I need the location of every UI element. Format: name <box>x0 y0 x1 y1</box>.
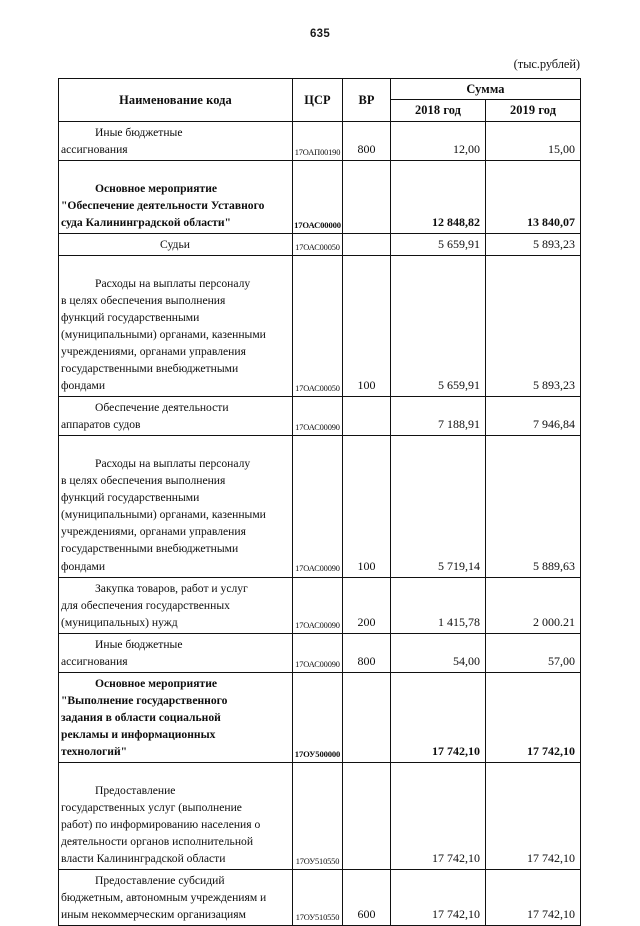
code-name-line: ассигнования <box>61 142 128 156</box>
cell-csr-code: 17ОУ510550 <box>293 870 343 926</box>
cell-code-name <box>59 160 293 233</box>
cell-amount-2018: 12,00 <box>391 121 486 160</box>
code-name-line: (муниципальными) органами, казенными <box>61 508 266 522</box>
code-name-line: Основное мероприятие <box>95 676 218 690</box>
code-name-line: Расходы на выплаты персоналу <box>95 277 251 290</box>
cell-amount-2019: 5 889,63 <box>486 436 581 577</box>
cell-vr-code: 800 <box>343 121 391 160</box>
column-header-csr: ЦСР <box>293 79 343 122</box>
cell-vr-code: 600 <box>343 870 391 926</box>
code-name-line: Обеспечение деятельности <box>95 401 229 415</box>
code-name-line: Предоставление субсидий <box>95 874 225 888</box>
table-row <box>59 233 581 255</box>
spacer-line <box>61 765 289 782</box>
cell-vr-code: 800 <box>343 633 391 672</box>
cell-amount-2018: 5 659,91 <box>391 255 486 396</box>
cell-vr-code: 200 <box>343 577 391 633</box>
cell-amount-2018: 1 415,78 <box>391 577 486 633</box>
cell-csr-code: 17ОУ500000 <box>293 672 343 762</box>
cell-amount-2019: 2 000.21 <box>486 577 581 633</box>
cell-amount-2018: 5 659,91 <box>391 233 486 255</box>
code-name-line: учреждениями, органами управления <box>61 525 246 539</box>
cell-csr-code: 17ОАС00000 <box>293 160 343 233</box>
cell-vr-code: 100 <box>343 436 391 577</box>
code-name-line: функций государственными <box>61 491 200 505</box>
code-name-line: технологий" <box>61 744 128 758</box>
code-name-line: аппаратов судов <box>61 418 141 432</box>
cell-vr-code <box>343 233 391 255</box>
page-number: 635 <box>309 28 331 40</box>
cell-amount-2018: 54,00 <box>391 633 486 672</box>
code-name-line: власти Калининградской области <box>61 852 226 865</box>
code-name-line: бюджетным, автономным учреждениям и <box>61 891 267 905</box>
spacer-line <box>61 438 289 455</box>
table-row <box>59 397 581 436</box>
column-header-year-2018: 2018 год <box>391 100 486 121</box>
table-header <box>59 79 581 122</box>
cell-amount-2019: 17 742,10 <box>486 870 581 926</box>
code-name-line: учреждениями, органами управления <box>61 345 246 359</box>
table-row <box>59 160 581 233</box>
code-name-line: Судьи <box>160 237 190 251</box>
column-header-name: Наименование кода <box>59 79 293 122</box>
cell-amount-2019: 5 893,23 <box>486 233 581 255</box>
table-row <box>59 672 581 762</box>
code-name-line: фондами <box>61 379 106 393</box>
table-row <box>59 255 581 396</box>
code-name-line: государственных услуг (выполнение <box>61 800 242 814</box>
code-name-line: государственными внебюджетными <box>61 362 239 376</box>
cell-csr-code: 17ОАС00090 <box>293 436 343 577</box>
cell-code-name <box>59 233 293 255</box>
cell-csr-code: 17ОАС00050 <box>293 233 343 255</box>
cell-amount-2018: 5 719,14 <box>391 436 486 577</box>
cell-amount-2019: 7 946,84 <box>486 397 581 436</box>
cell-code-name <box>59 255 293 396</box>
cell-amount-2018: 17 742,10 <box>391 672 486 762</box>
code-name-line: Иные бюджетные <box>95 637 183 651</box>
spacer-line <box>61 163 289 180</box>
cell-csr-code: 17ОАС00050 <box>293 255 343 396</box>
cell-amount-2018: 7 188,91 <box>391 397 486 436</box>
code-name-line: "Обеспечение деятельности Уставного <box>61 198 265 212</box>
code-name-line: государственными внебюджетными <box>61 542 239 556</box>
cell-vr-code: 100 <box>343 255 391 396</box>
cell-amount-2019: 57,00 <box>486 633 581 672</box>
cell-amount-2018: 17 742,10 <box>391 870 486 926</box>
cell-amount-2019: 15,00 <box>486 121 581 160</box>
cell-vr-code <box>343 397 391 436</box>
code-name-line: (муниципальных) нужд <box>61 615 178 629</box>
cell-csr-code: 17ОАС00090 <box>293 397 343 436</box>
cell-code-name <box>59 121 293 160</box>
cell-amount-2018: 17 742,10 <box>391 762 486 869</box>
cell-code-name <box>59 397 293 436</box>
code-name-line: Расходы на выплаты персоналу <box>95 457 251 471</box>
table-row <box>59 121 581 160</box>
table-row <box>59 577 581 633</box>
spacer-line <box>61 258 289 275</box>
code-name-line: для обеспечения государственных <box>61 598 230 612</box>
table-row <box>59 762 581 869</box>
code-name-line: в целях обеспечения выполнения <box>61 474 226 488</box>
cell-csr-code: 17ОАП00190 <box>293 121 343 160</box>
cell-vr-code <box>343 672 391 762</box>
code-name-line: Закупка товаров, работ и услуг <box>95 581 248 595</box>
code-name-line: суда Калининградской области" <box>61 215 231 229</box>
column-header-sum-group: Сумма <box>391 79 581 100</box>
code-name-line: функций государственными <box>61 311 200 325</box>
cell-code-name <box>59 577 293 633</box>
cell-amount-2019: 13 840,07 <box>486 160 581 233</box>
code-name-line: задания в области социальной <box>61 710 221 724</box>
cell-csr-code: 17ОАС00090 <box>293 577 343 633</box>
cell-code-name <box>59 436 293 577</box>
cell-code-name <box>59 633 293 672</box>
code-name-line: (муниципальными) органами, казенными <box>61 328 266 342</box>
code-name-line: фондами <box>61 559 106 573</box>
units-caption: (тыс.рублей) <box>513 57 580 71</box>
code-name-line: работ) по информированию населения о <box>61 817 261 831</box>
column-header-vr: ВР <box>343 79 391 122</box>
cell-amount-2019: 17 742,10 <box>486 762 581 869</box>
budget-table <box>58 78 581 926</box>
column-header-year-2019: 2019 год <box>486 100 581 121</box>
code-name-line: Основное мероприятие <box>95 181 218 195</box>
table-body <box>59 121 581 925</box>
cell-vr-code <box>343 160 391 233</box>
cell-amount-2019: 5 893,23 <box>486 255 581 396</box>
cell-csr-code: 17ОУ510550 <box>293 762 343 869</box>
cell-amount-2019: 17 742,10 <box>486 672 581 762</box>
cell-code-name <box>59 762 293 869</box>
cell-code-name <box>59 870 293 926</box>
cell-vr-code <box>343 762 391 869</box>
cell-amount-2018: 12 848,82 <box>391 160 486 233</box>
code-name-line: ассигнования <box>61 654 128 668</box>
code-name-line: рекламы и информационных <box>61 727 216 741</box>
code-name-line: деятельности органов исполнительной <box>61 834 254 848</box>
cell-code-name <box>59 672 293 762</box>
table-header-row-1 <box>59 79 581 100</box>
code-name-line: "Выполнение государственного <box>61 693 228 707</box>
code-name-line: иным некоммерческим организациям <box>61 908 246 922</box>
table-row <box>59 436 581 577</box>
code-name-line: Иные бюджетные <box>95 125 183 139</box>
cell-csr-code: 17ОАС00090 <box>293 633 343 672</box>
code-name-line: в целях обеспечения выполнения <box>61 294 226 308</box>
table-row <box>59 870 581 926</box>
table-row <box>59 633 581 672</box>
code-name-line: Предоставление <box>95 783 176 797</box>
